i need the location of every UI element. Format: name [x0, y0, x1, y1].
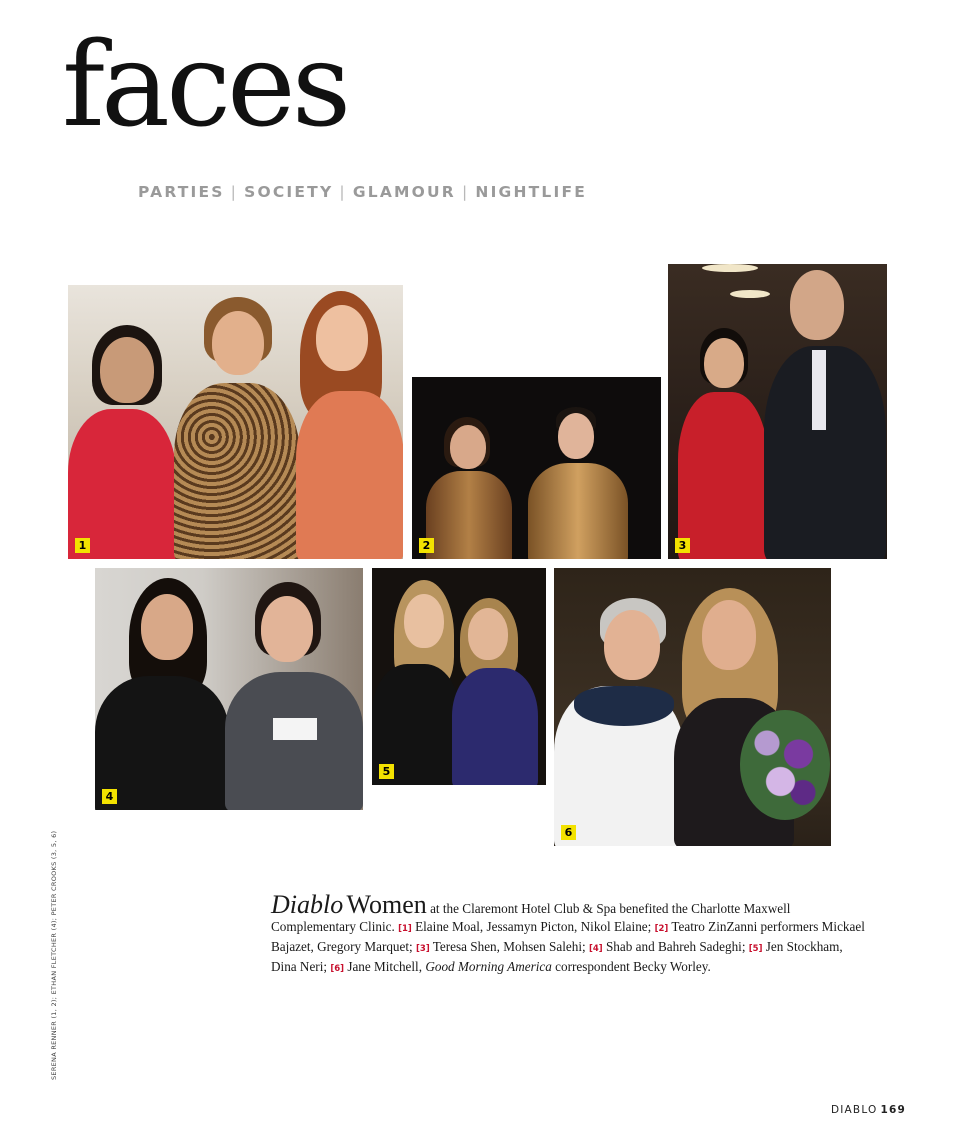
photo-number-badge: 6 [561, 825, 576, 840]
caption-lead: Women [346, 890, 427, 919]
caption-ref-4: [4] [588, 944, 603, 954]
person-figure [760, 270, 887, 559]
photo-number-badge: 4 [102, 789, 117, 804]
photo-2 [412, 377, 661, 559]
caption-item-2: Teatro ZinZanni performers Mickael Bajazet, Gregory Marquet; [271, 919, 865, 954]
divider: | [339, 183, 347, 201]
photo-number-badge: 1 [75, 538, 90, 553]
caption-item-4: Shab and Bahreh Sadeghi; [602, 939, 749, 954]
person-figure [674, 328, 770, 559]
person-figure [225, 582, 363, 810]
page-number: 169 [880, 1104, 906, 1116]
photo-1 [68, 285, 403, 559]
divider: | [461, 183, 470, 201]
tagline-parties: PARTIES [138, 183, 225, 201]
page-folio [831, 1104, 906, 1116]
photo-number-badge: 3 [675, 538, 690, 553]
section-tagline [138, 183, 587, 201]
photo-number-badge: 5 [379, 764, 394, 779]
photo-4 [95, 568, 363, 810]
caption-ref-5: [5] [748, 944, 763, 954]
person-figure [554, 598, 684, 846]
caption-ref-1: [1] [398, 924, 412, 934]
photo-caption [271, 890, 871, 978]
photo-credit: SERENA RENNER (1, 2); ETHAN FLETCHER (4); PETER CROOKS (3, 5, 6) [50, 830, 58, 1080]
tagline-nightlife: NIGHTLIFE [475, 183, 588, 201]
caption-ref-6: [6] [330, 964, 345, 974]
person-figure [170, 297, 300, 559]
person-figure [290, 291, 403, 559]
caption-ref-2: [2] [654, 924, 669, 934]
flower-bouquet [740, 710, 830, 820]
caption-lead-italic: Diablo [271, 890, 344, 919]
caption-item-6: Jane Mitchell, [344, 959, 426, 974]
caption-item-5: Jen Stockham, Dina Neri; [271, 939, 843, 974]
person-figure [95, 578, 229, 810]
caption-item-1: Elaine Moal, Jessamyn Picton, Nikol Elaine; [411, 919, 655, 934]
page-title: faces [62, 18, 348, 153]
caption-item-3: Teresa Shen, Mohsen Salehi; [429, 939, 589, 954]
divider: | [230, 183, 239, 201]
caption-item-6-italic: Good Morning America [425, 959, 552, 974]
person-figure [522, 407, 632, 559]
person-figure [372, 580, 460, 785]
photo-3 [668, 264, 887, 559]
caption-item-6-end: correspondent Becky Worley. [551, 959, 711, 974]
caption-intro: at the Claremont Hotel Club & Spa benefited the Charlotte Maxwell Complementary Clinic. [271, 901, 791, 934]
person-figure [68, 325, 178, 559]
caption-ref-3: [3] [416, 944, 430, 954]
tagline-society: SOCIETY [244, 183, 334, 201]
ceiling-light [702, 264, 758, 272]
photo-6 [554, 568, 831, 846]
tagline-glamour: GLAMOUR [352, 183, 456, 201]
photo-number-badge: 2 [419, 538, 434, 553]
magazine-name: DIABLO [830, 1104, 878, 1116]
photo-5 [372, 568, 546, 785]
person-figure [422, 417, 512, 559]
person-figure [452, 598, 546, 785]
